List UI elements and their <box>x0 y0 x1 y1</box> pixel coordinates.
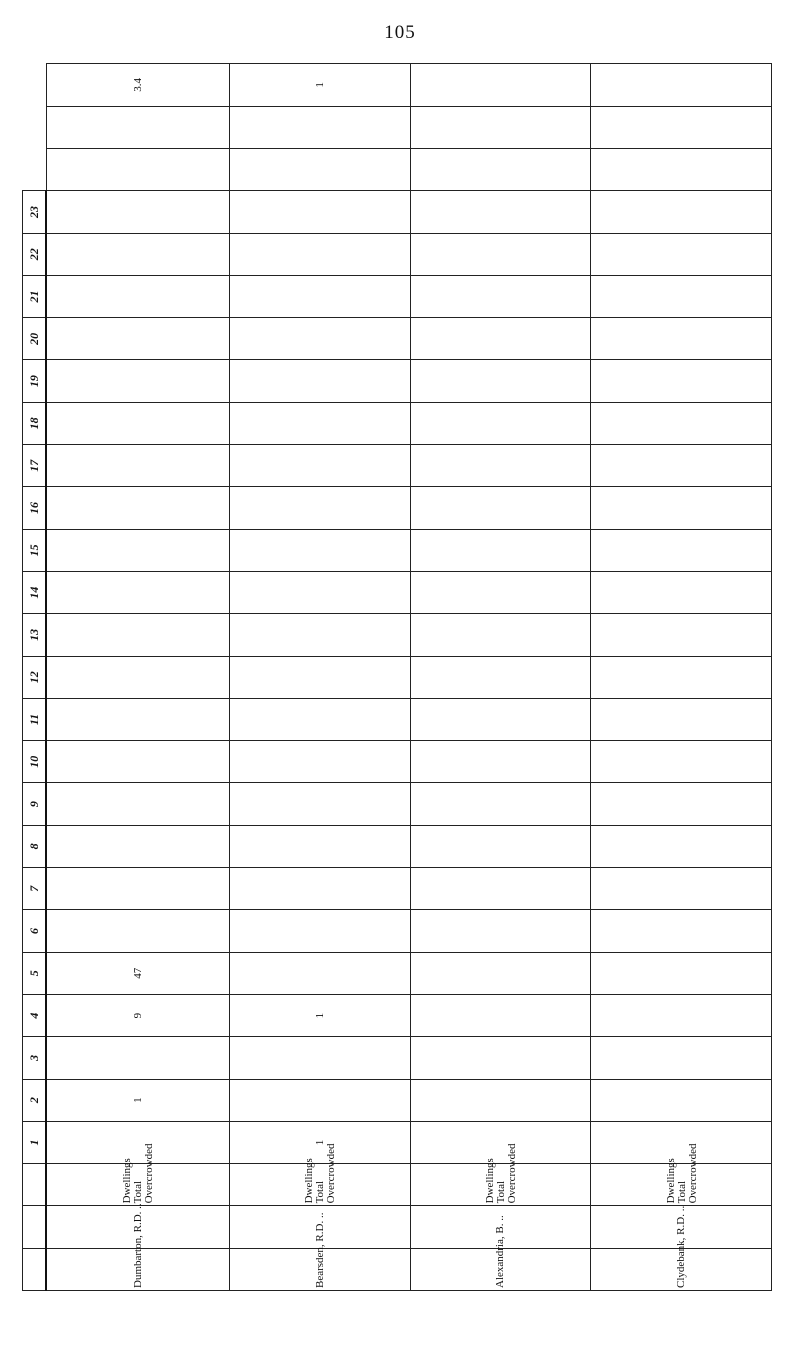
column-header: 22 <box>23 233 47 275</box>
table-cell <box>591 233 772 275</box>
page-number: 105 <box>384 22 416 43</box>
category-label: Overcrowded <box>325 1143 338 1204</box>
table-cell <box>229 698 410 740</box>
table-cell <box>410 1121 591 1163</box>
table-cell <box>591 1121 772 1163</box>
table-cell <box>591 1037 772 1079</box>
table-cell: 47 <box>46 952 229 994</box>
table-cell <box>46 741 229 783</box>
table-cell <box>591 656 772 698</box>
table-cell <box>410 698 591 740</box>
column-header: 8 <box>23 825 47 867</box>
table-cell <box>229 1079 410 1121</box>
table-cell <box>410 487 591 529</box>
table-cell <box>410 360 591 402</box>
table-cell <box>591 1079 772 1121</box>
table-cell <box>46 571 229 613</box>
table-cell <box>410 994 591 1036</box>
column-header: 19 <box>23 360 47 402</box>
category-label: Overcrowded <box>143 1143 156 1204</box>
table-header-row <box>23 64 47 1291</box>
table-cell <box>46 783 229 825</box>
table-cell <box>229 614 410 656</box>
table-cell <box>229 402 410 444</box>
column-header: 16 <box>23 487 47 529</box>
table-cell <box>46 656 229 698</box>
table-cell <box>410 529 591 571</box>
column-header: 12 <box>23 656 47 698</box>
table-row <box>46 64 229 1291</box>
column-header: 10 <box>23 741 47 783</box>
table-cell <box>46 529 229 571</box>
table-cell <box>229 275 410 317</box>
column-header: 20 <box>23 318 47 360</box>
table-cell <box>229 1037 410 1079</box>
table-cell <box>591 910 772 952</box>
table-cell <box>410 614 591 656</box>
table-cell <box>46 275 229 317</box>
column-header: 23 <box>23 191 47 233</box>
column-header <box>23 1248 47 1290</box>
table-cell <box>591 106 772 148</box>
row-categories <box>591 1143 772 1206</box>
table-cell: 1 <box>229 994 410 1036</box>
table-cell <box>229 656 410 698</box>
table-cell <box>410 445 591 487</box>
table-cell <box>410 741 591 783</box>
table-cell <box>229 529 410 571</box>
table-cell <box>46 191 229 233</box>
table-cell <box>410 910 591 952</box>
table-cell <box>591 741 772 783</box>
table-cell <box>46 1121 229 1163</box>
table-cell <box>229 783 410 825</box>
table-cell <box>229 952 410 994</box>
table-cell <box>410 106 591 148</box>
table-cell <box>46 360 229 402</box>
category-label: Dwellings <box>664 1158 677 1204</box>
category-label: Overcrowded <box>505 1143 518 1204</box>
table-cell <box>591 402 772 444</box>
column-header <box>23 1164 47 1206</box>
row-categories <box>229 1143 410 1206</box>
table-cell <box>591 868 772 910</box>
table-cell <box>591 614 772 656</box>
table-cell <box>410 868 591 910</box>
table-cell <box>591 191 772 233</box>
table-cell: 1 <box>46 1079 229 1121</box>
table-cell <box>410 191 591 233</box>
row-categories <box>46 1143 229 1206</box>
table-cell: 1 <box>229 64 410 107</box>
table-cell <box>46 910 229 952</box>
category-label: Overcrowded <box>686 1143 699 1204</box>
table-cell <box>229 106 410 148</box>
table-cell <box>410 233 591 275</box>
table-cell <box>46 1037 229 1079</box>
table-cell <box>46 106 229 148</box>
table-cell <box>229 571 410 613</box>
category-label: Total <box>675 1180 688 1204</box>
row-name: Alexandria, B. .. <box>410 1248 591 1290</box>
row-name: Bearsden, R.D. .. <box>229 1248 410 1290</box>
table-cell <box>46 233 229 275</box>
category-label: Total <box>494 1180 507 1204</box>
table-cell <box>410 656 591 698</box>
table-cell <box>410 571 591 613</box>
row-name: Dumbarton, R.D. .. <box>46 1248 229 1290</box>
column-header: 9 <box>23 783 47 825</box>
table-cell <box>229 910 410 952</box>
table-cell <box>410 402 591 444</box>
column-header: 4 <box>23 994 47 1036</box>
table-cell <box>591 994 772 1036</box>
table-cell <box>410 148 591 190</box>
table-cell <box>46 318 229 360</box>
table-cell <box>591 952 772 994</box>
table-cell <box>229 191 410 233</box>
table-cell <box>46 614 229 656</box>
table-cell: 9 <box>46 994 229 1036</box>
table-cell <box>229 825 410 867</box>
table-cell <box>410 1079 591 1121</box>
table-cell <box>591 698 772 740</box>
column-header: 18 <box>23 402 47 444</box>
table-cell <box>591 445 772 487</box>
table-cell: 3.4 <box>46 64 229 107</box>
table-cell <box>46 825 229 867</box>
table-cell <box>46 868 229 910</box>
table-cell <box>591 318 772 360</box>
table-cell <box>591 571 772 613</box>
table-cell <box>410 952 591 994</box>
row-name: Clydebank, R.D. .. <box>591 1248 772 1290</box>
table-cell <box>229 445 410 487</box>
column-header: 21 <box>23 275 47 317</box>
column-header: 13 <box>23 614 47 656</box>
table-cell <box>410 783 591 825</box>
table-body <box>46 64 772 1291</box>
table-cell <box>229 360 410 402</box>
table-cell <box>229 148 410 190</box>
table-cell <box>591 783 772 825</box>
category-label: Total <box>314 1180 327 1204</box>
table-cell <box>46 148 229 190</box>
table-cell <box>46 402 229 444</box>
column-header: 11 <box>23 698 47 740</box>
table-cell <box>46 445 229 487</box>
table-cell <box>591 529 772 571</box>
table-cell <box>46 487 229 529</box>
column-header: 7 <box>23 868 47 910</box>
table-cell <box>410 64 591 107</box>
table-cell <box>229 487 410 529</box>
table-row <box>410 64 591 1291</box>
column-header: 17 <box>23 445 47 487</box>
table-cell <box>410 1037 591 1079</box>
table-cell <box>410 318 591 360</box>
table-cell <box>229 868 410 910</box>
table-cell: 1 <box>229 1121 410 1163</box>
table-cell <box>410 825 591 867</box>
column-header: 1 <box>23 1121 47 1163</box>
table-cell <box>229 233 410 275</box>
category-label: Dwellings <box>121 1158 134 1204</box>
data-table <box>22 63 772 1291</box>
table-cell <box>410 275 591 317</box>
category-label: Dwellings <box>303 1158 316 1204</box>
table-cell <box>591 825 772 867</box>
table-cell <box>591 148 772 190</box>
column-header: 15 <box>23 529 47 571</box>
table-cell <box>229 318 410 360</box>
table-cell <box>591 360 772 402</box>
table-row <box>229 64 410 1291</box>
row-categories <box>410 1143 591 1206</box>
column-header: 5 <box>23 952 47 994</box>
category-label: Total <box>132 1180 145 1204</box>
table-cell <box>591 487 772 529</box>
column-header: 2 <box>23 1079 47 1121</box>
table-row <box>591 64 772 1291</box>
category-label: Dwellings <box>483 1158 496 1204</box>
column-header: 3 <box>23 1037 47 1079</box>
table-cell <box>591 64 772 107</box>
table-cell <box>229 741 410 783</box>
column-header <box>23 1206 47 1248</box>
column-header: 6 <box>23 910 47 952</box>
table-cell <box>591 275 772 317</box>
table-cell <box>46 698 229 740</box>
column-header: 14 <box>23 571 47 613</box>
